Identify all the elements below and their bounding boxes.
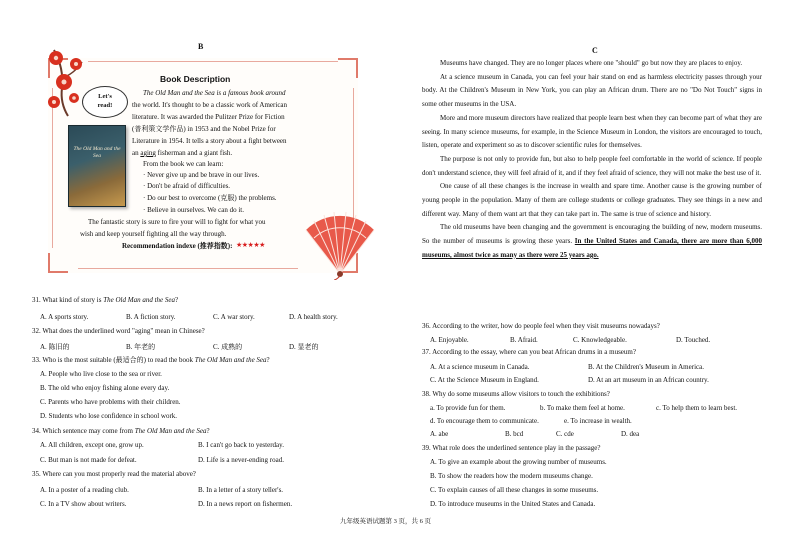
q38-statements-row-2 — [430, 417, 760, 427]
q37-stem: 37. According to the essay, where can you beat African drums in a museum? — [422, 348, 636, 356]
q31-options — [40, 313, 360, 323]
q38-option-b[interactable]: B. bcd — [505, 430, 524, 438]
passage-c-paragraph-4: The purpose is not only to provide fun, but also to help people feel comfortable in the world of science. If people don't understand science, they will feel afraid of it, and if they feel afraid of science, they will not make the best use of it. — [422, 154, 762, 177]
q32-options — [40, 342, 360, 352]
learn-item-1: · Never give up and be brave in our lives. — [143, 171, 260, 179]
paragraph-6-text: The old museums have been changing and the government is encouraging the building of new, modern museums. So the number of museums is growing these years. — [422, 223, 762, 246]
underlined-sentence: In the United States and Canada, there are more than 6,000 museums, almost twice as many as there were 25 years ago. — [422, 237, 762, 259]
q38-statement-d: d. To encourage them to communicate. — [430, 417, 539, 425]
closing-line-1: The fantastic story is sure to fire your will to fight for what you — [88, 218, 266, 226]
q39-option-c[interactable]: C. To explain causes of all these changes in some museums. — [430, 486, 599, 494]
passage-c-paragraph-6 — [422, 221, 762, 262]
q34-options-row-2 — [40, 456, 360, 466]
section-c-label: C — [592, 46, 598, 55]
desc-line-3: literature. It was awarded the Pulitzer Prize for Fiction — [132, 113, 285, 121]
rating-stars: ★★★★★ — [236, 241, 265, 249]
q32-option-d[interactable]: D. 显老的 — [289, 343, 319, 351]
folding-fan-icon — [300, 200, 380, 280]
passage-c-paragraph-1: Museums have changed. They are no longer places where one "should" go but now they are places to enjoy. — [440, 59, 743, 67]
q35-option-c[interactable]: C. In a TV show about writers. — [40, 500, 127, 508]
q39-option-d[interactable]: D. To introduce museums in the United States and Canada. — [430, 500, 596, 508]
q32-option-b[interactable]: B. 年老的 — [126, 343, 156, 351]
q36-option-d[interactable]: D. Touched. — [676, 336, 711, 344]
q38-statements-row-1 — [430, 404, 760, 414]
q36-options — [430, 336, 760, 346]
q37-option-a[interactable]: A. At a science museum in Canada. — [430, 363, 530, 371]
q32-stem: 32. What does the underlined word "aging" mean in Chinese? — [32, 327, 205, 335]
recommendation-label: Recommendation indexe (推荐指数): — [122, 242, 233, 250]
desc-line-6: an aging fisherman and a giant fish. — [132, 149, 233, 157]
q39-stem: 39. What role does the underlined sentence play in the passage? — [422, 444, 601, 452]
frame-corner — [338, 58, 358, 78]
q35-options-row-2 — [40, 500, 360, 510]
q34-option-d[interactable]: D. Life is a never-ending road. — [198, 456, 284, 464]
q38-option-a[interactable]: A. abe — [430, 430, 449, 438]
desc-line-2: the world. It's thought to be a classic work of American — [132, 101, 288, 109]
book-cover-title: The Old Man and the Sea — [73, 146, 121, 159]
passage-c-paragraph-3: More and more museum directors have realized that people learn best when they can become part of what they are seeing. In many science museums, for example, in the Science Museum in London, the visitors are encouraged to touch, listen, operate and experiment so as to discover scientific rules for themselves. — [422, 113, 762, 150]
q36-option-c[interactable]: C. Knowledgeable. — [573, 336, 627, 344]
q39-option-b[interactable]: B. To show the readers how the modern museums change. — [430, 472, 593, 480]
q37-option-c[interactable]: C. At the Science Museum in England. — [430, 376, 539, 384]
desc-line-4: (普利策文学作品) in 1953 and the Nobel Prize for — [132, 125, 276, 133]
q36-option-a[interactable]: A. Enjoyable. — [430, 336, 469, 344]
q31-option-a[interactable]: A. A sports story. — [40, 313, 89, 321]
q38-statement-a: a. To provide fun for them. — [430, 404, 506, 412]
bubble-line-2: read! — [97, 102, 113, 109]
page-footer: 九年级英语试题第 3 页，共 6 页 — [340, 518, 431, 525]
q35-option-b[interactable]: B. In a letter of a story teller's. — [198, 486, 284, 494]
q35-option-a[interactable]: A. In a poster of a reading club. — [40, 486, 129, 494]
q38-statement-c: c. To help them to learn best. — [656, 404, 738, 412]
desc-line-5: Literature in 1954. It tells a story about a fight between — [132, 137, 287, 145]
frame-corner — [48, 253, 68, 273]
desc-line-1: The Old Man and the Sea is a famous book around — [143, 89, 286, 97]
q38-option-d[interactable]: D. dea — [621, 430, 640, 438]
q33-stem: 33. Who is the most suitable (最适合的) to read the book The Old Man and the Sea? — [32, 356, 270, 364]
q35-stem: 35. Where can you most properly read the material above? — [32, 470, 196, 478]
card-title: Book Description — [160, 74, 231, 84]
q33-option-b[interactable]: B. The old who enjoy fishing alone every day. — [40, 384, 170, 392]
section-b-label: B — [198, 42, 204, 51]
q34-option-b[interactable]: B. I can't go back to yesterday. — [198, 441, 284, 449]
q33-option-a[interactable]: A. People who live close to the sea or river. — [40, 370, 162, 378]
q32-option-a[interactable]: A. 陈旧的 — [40, 343, 70, 351]
q32-option-c[interactable]: C. 成熟的 — [213, 343, 243, 351]
q37-options-row-1 — [430, 363, 760, 373]
learn-intro: From the book we can learn: — [143, 160, 224, 168]
learn-item-3: · Do our best to overcome (克服) the problems. — [143, 194, 277, 202]
q37-options-row-2 — [430, 376, 760, 386]
passage-c — [422, 57, 762, 263]
book-cover — [68, 125, 126, 207]
q33-option-c[interactable]: C. Parents who have problems with their children. — [40, 398, 181, 406]
q38-statement-e: e. To increase in wealth. — [564, 417, 632, 425]
q31-option-d[interactable]: D. A health story. — [289, 313, 338, 321]
q39-option-a[interactable]: A. To give an example about the growing number of museums. — [430, 458, 607, 466]
q34-option-a[interactable]: A. All children, except one, grow up. — [40, 441, 144, 449]
q33-option-d[interactable]: D. Students who lose confidence in school work. — [40, 412, 178, 420]
bubble-line-1: Let's — [98, 93, 112, 100]
q36-stem: 36. According to the writer, how do people feel when they visit museums nowadays? — [422, 322, 660, 330]
q34-option-c[interactable]: C. But man is not made for defeat. — [40, 456, 137, 464]
q37-option-d[interactable]: D. At an art museum in an African country. — [588, 376, 709, 384]
q31-stem: 31. What kind of story is The Old Man and the Sea? — [32, 296, 179, 304]
q38-options — [430, 430, 760, 440]
q38-statement-b: b. To make them feel at home. — [540, 404, 625, 412]
frame-line — [88, 61, 338, 62]
q38-option-c[interactable]: C. cde — [556, 430, 574, 438]
q31-option-c[interactable]: C. A war story. — [213, 313, 255, 321]
q35-options-row-1 — [40, 486, 360, 496]
passage-c-paragraph-5: One cause of all these changes is the increase in wealth and spare time. Another cause is the growing number of young people in the population. Many of them are college students or college graduates. They see things in a new and different way. Many of them want art that they can take part in. The same is true of science and history. — [422, 182, 762, 218]
passage-c-paragraph-2: At a science museum in Canada, you can feel your hair stand on end as harmless electricity passes through your body. At the Children's Museum in New York, you can play an African drum. There are no "Do Not Touch" signs in some other museums in the USA. — [422, 72, 762, 109]
closing-line-2: wish and keep yourself fighting all the way through. — [80, 230, 227, 238]
learn-item-2: · Don't be afraid of difficulties. — [143, 182, 231, 190]
q36-option-b[interactable]: B. Afraid. — [510, 336, 538, 344]
q35-option-d[interactable]: D. In a news report on fishermen. — [198, 500, 293, 508]
q34-stem: 34. Which sentence may come from The Old Man and the Sea? — [32, 427, 210, 435]
underlined-word-aging: aging — [140, 149, 156, 157]
q31-option-b[interactable]: B. A fiction story. — [126, 313, 176, 321]
learn-item-4: · Believe in ourselves. We can do it. — [143, 206, 244, 214]
lets-read-bubble — [82, 86, 128, 118]
frame-line — [78, 268, 298, 269]
q37-option-b[interactable]: B. At the Children's Museum in America. — [588, 363, 704, 371]
q34-options-row-1 — [40, 441, 360, 451]
q38-stem: 38. Why do some museums allow visitors to touch the exhibitions? — [422, 390, 610, 398]
